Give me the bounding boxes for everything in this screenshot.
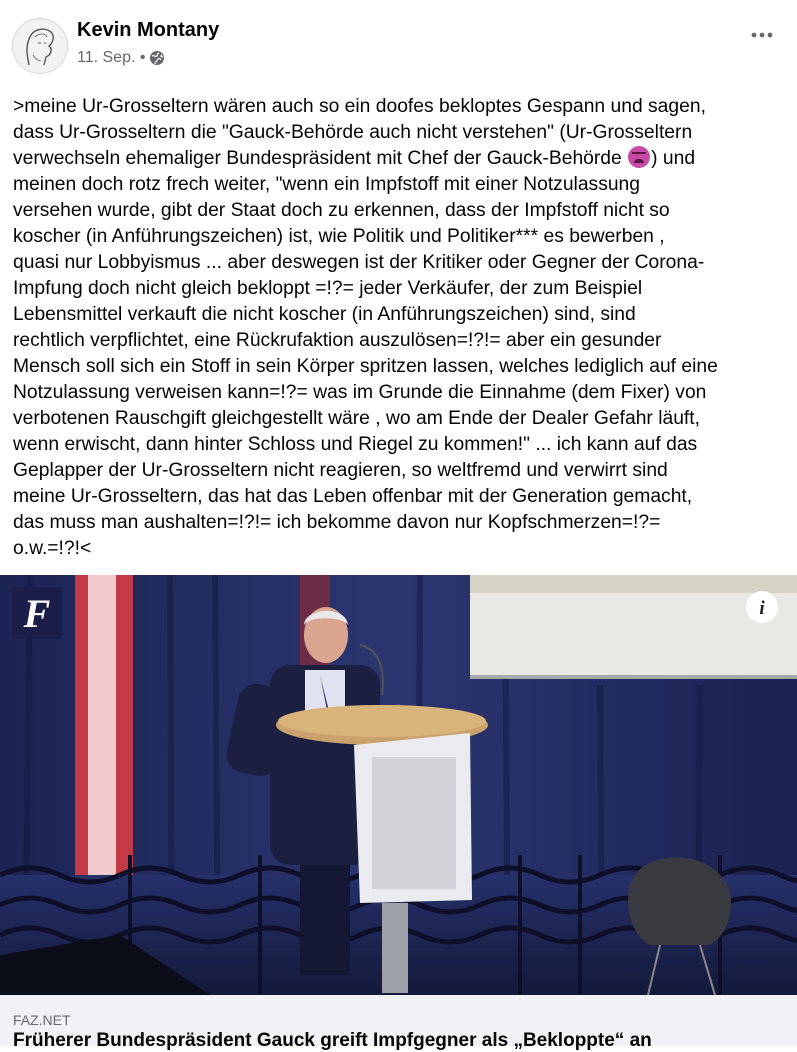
post-text-segment: ) und	[651, 148, 696, 169]
link-source: FAZ.NET	[13, 1012, 71, 1028]
dizzy-face-emoji-icon	[628, 146, 650, 168]
chair	[628, 857, 731, 945]
post-text	[13, 94, 788, 562]
post-text-line: Mensch soll sich ein Stoff in sein Körper spritzen lassen, welches lediglich auf eine	[13, 356, 718, 377]
faz-logo-letter: F	[23, 591, 51, 636]
more-dots-icon	[751, 32, 773, 38]
post-text-line: >meine Ur-Grosseltern wären auch so ein doofes bekloptes Gespann und sagen,	[13, 96, 706, 117]
post-text-line: o.w.=!?!<	[13, 538, 92, 559]
post-text-line: wenn erwischt, dann hinter Schloss und Riegel zu kommen!" ... ich kann auf das	[13, 434, 698, 455]
post-text-line: Impfung doch nicht gleich bekloppt =!?= jeder Verkäufer, der zum Beispiel	[13, 278, 643, 299]
author-avatar[interactable]	[12, 18, 68, 74]
post-date[interactable]: 11. Sep. •	[77, 49, 146, 66]
post-text-line: meinen doch rotz frech weiter, "wenn ein Impfstoff mit einer Notzulassung	[13, 174, 641, 195]
post-text-line: versehen wurde, gibt der Staat doch zu erkennen, dass der Impfstoff nicht so	[13, 200, 670, 221]
post-text-line: verbotenen Rauschgift gleichgestellt wäre , wo am Ende der Dealer Gefahr läuft,	[13, 408, 700, 429]
info-icon-letter: i	[759, 598, 765, 619]
post-meta	[77, 49, 165, 67]
globe-icon	[149, 50, 165, 66]
post-text-line: dass Ur-Grosseltern die "Gauck-Behörde auch nicht verstehen" (Ur-Grosseltern	[13, 122, 693, 143]
author-name[interactable]: Kevin Montany	[77, 19, 220, 41]
link-headline[interactable]: Früherer Bundespräsident Gauck greift Impfgegner als „Bekloppte“ an	[13, 1030, 652, 1051]
post-text-line: meine Ur-Grosseltern, das hat das Leben offenbar mit der Generation gemacht,	[13, 486, 693, 507]
post-text-line: Lebensmittel verkauft die nicht koscher (in Anführungszeichen) sind, sind	[13, 304, 636, 325]
post-header	[0, 0, 797, 90]
post-text-line: Notzulassung verweisen kann=!?= was im Grunde die Einnahme (dem Fixer) von	[13, 382, 707, 403]
post-text-segment: verwechseln ehemaliger Bundespräsident mit Chef der Gauck-Behörde	[13, 148, 628, 169]
post-text-line: das muss man aushalten=!?!= ich bekomme davon nur Kopfschmerzen=!?=	[13, 512, 661, 533]
post-text-line: koscher (in Anführungszeichen) ist, wie Politik und Politiker*** es bewerben ,	[13, 226, 665, 247]
avatar-sketch-icon	[13, 19, 67, 73]
more-options-button[interactable]	[751, 18, 773, 44]
post-text-line: rechtlich verpflichtet, eine Rückrufaktion auszulösen=!?!= aber ein gesunder	[13, 330, 662, 351]
post-text-line: quasi nur Lobbyismus ... aber deswegen ist der Kritiker oder Gegner der Corona-	[13, 252, 705, 273]
post-text-line	[13, 146, 788, 172]
link-preview-image[interactable]	[0, 575, 797, 995]
post-text-line: Geplapper der Ur-Grosseltern nicht reagieren, so weltfremd und verwirrt sind	[13, 460, 668, 481]
stage-photo	[0, 575, 797, 995]
